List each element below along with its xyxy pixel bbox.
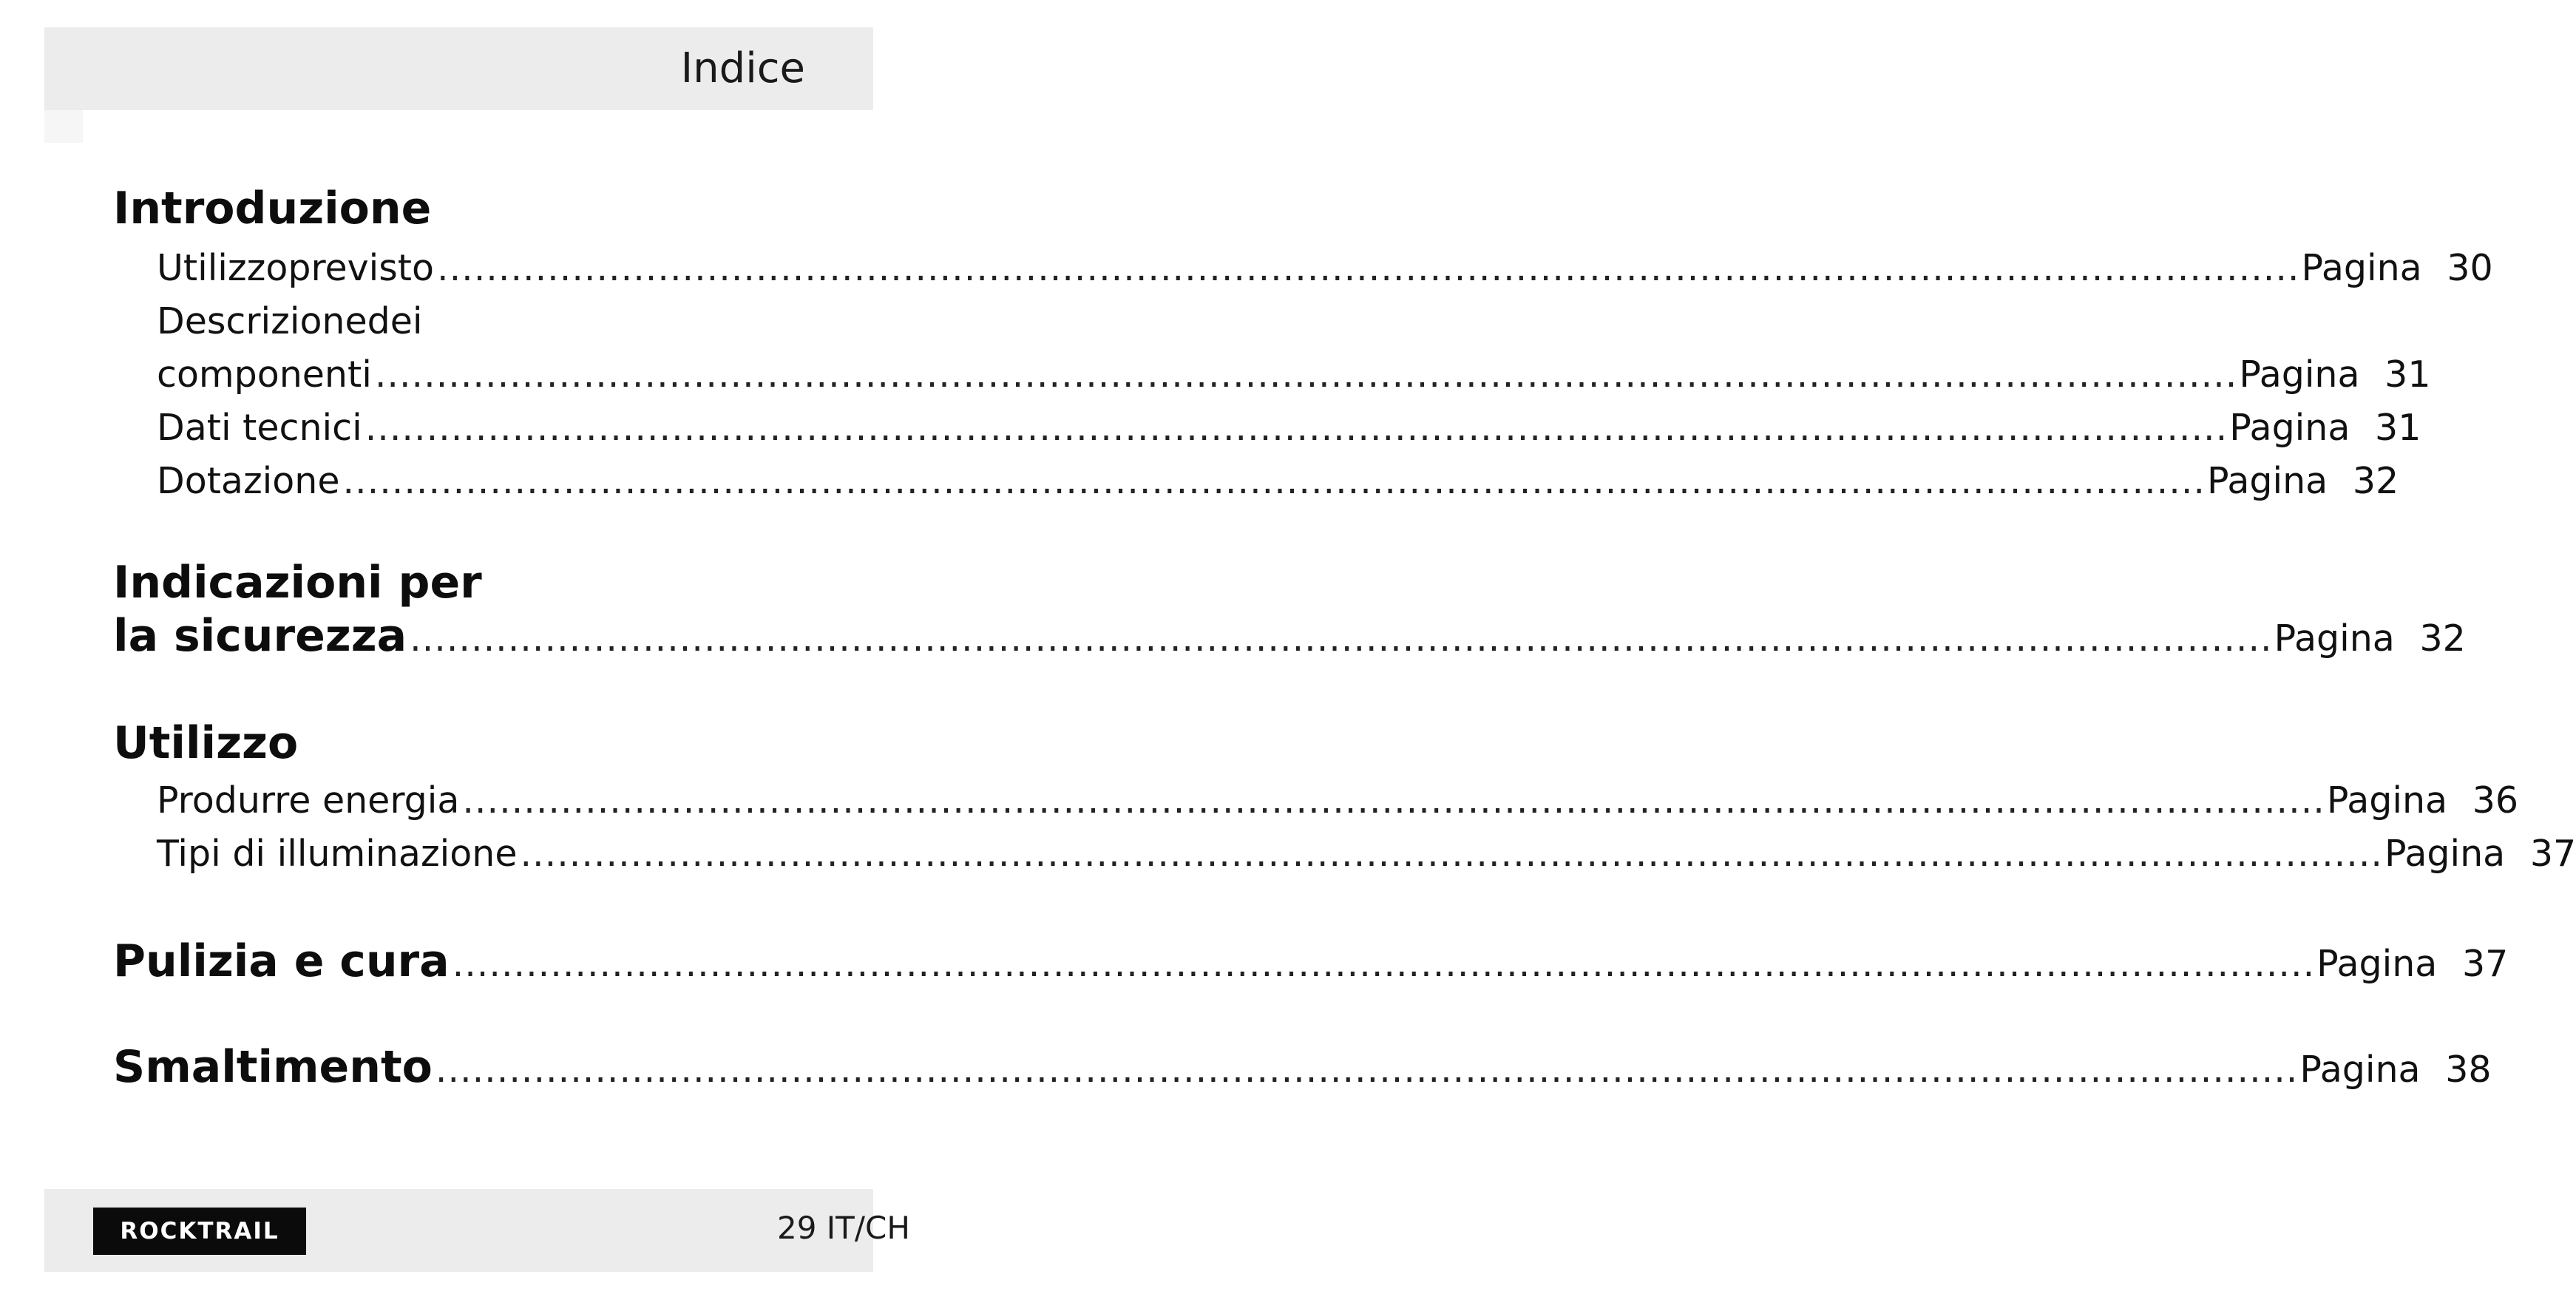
toc-page-number: 36 — [2472, 779, 2519, 822]
toc-page-number: 30 — [2447, 247, 2493, 289]
header-band — [44, 27, 873, 110]
dot-leader — [517, 836, 2385, 872]
page-title: Indice — [680, 44, 805, 92]
toc-page-number: 31 — [2385, 353, 2431, 396]
toc-section-entry[interactable] — [113, 935, 2509, 987]
toc-page-number: 31 — [2375, 407, 2421, 449]
toc-section-utilizzo: Utilizzo — [113, 717, 299, 769]
toc-section-sicurezza-line1: Indicazioni per — [113, 557, 482, 609]
toc-section-sicurezza: la sicurezza — [113, 610, 407, 662]
dot-leader — [434, 250, 2302, 286]
dot-leader — [433, 1052, 2300, 1088]
toc-entry[interactable] — [157, 353, 2431, 396]
footer-band — [44, 1189, 910, 1272]
page-number-footer: 29 IT/CH — [777, 1210, 910, 1246]
toc-entry[interactable] — [157, 460, 2399, 502]
dot-leader — [450, 946, 2317, 982]
toc-entry-label: Produrre energia — [157, 779, 460, 822]
toc-entry-label: Tipi di illuminazione — [157, 833, 518, 875]
toc-entry-label: Dotazione — [157, 460, 340, 502]
toc-page-word: Pagina — [2239, 353, 2360, 396]
toc-page-word: Pagina — [2301, 247, 2422, 289]
dot-leader — [407, 620, 2274, 657]
toc-page-number: 32 — [2419, 617, 2466, 660]
toc-page-number: 38 — [2445, 1049, 2492, 1091]
toc-page-word: Pagina — [2274, 617, 2395, 660]
toc-page-number: 32 — [2352, 460, 2399, 502]
toc-page-word: Pagina — [2326, 779, 2448, 822]
header-tab-marker — [44, 110, 83, 143]
toc-page-word: Pagina — [2299, 1049, 2421, 1091]
dot-leader — [459, 782, 2327, 819]
toc-page-word: Pagina — [2206, 460, 2328, 502]
toc-entry-label: componenti — [157, 353, 372, 396]
dot-leader — [372, 356, 2240, 393]
toc-page-word: Pagina — [2316, 943, 2438, 985]
toc-entry[interactable] — [157, 407, 2421, 449]
brand-logo: ROCKTRAIL — [93, 1208, 306, 1255]
toc-page-number: 37 — [2529, 833, 2576, 875]
dot-leader — [362, 410, 2230, 446]
toc-entry-label: Dati tecnici — [157, 407, 362, 449]
toc-section-entry[interactable] — [113, 1041, 2492, 1093]
toc-entry[interactable] — [157, 779, 2519, 822]
toc-entry-label: Utilizzoprevisto — [157, 247, 434, 289]
toc-section-pulizia: Pulizia e cura — [113, 935, 450, 987]
toc-section-introduzione: Introduzione — [113, 183, 432, 234]
toc-section-smaltimento: Smaltimento — [113, 1041, 433, 1093]
toc-entry-label-line1: Descrizionedei — [157, 300, 423, 342]
toc-page-number: 37 — [2461, 943, 2509, 985]
toc-entry[interactable] — [157, 833, 2576, 875]
toc-page-word: Pagina — [2229, 407, 2350, 449]
dot-leader — [339, 463, 2207, 499]
toc-page-word: Pagina — [2384, 833, 2506, 875]
toc-section-entry[interactable] — [113, 610, 2466, 662]
toc-entry[interactable] — [157, 247, 2493, 289]
